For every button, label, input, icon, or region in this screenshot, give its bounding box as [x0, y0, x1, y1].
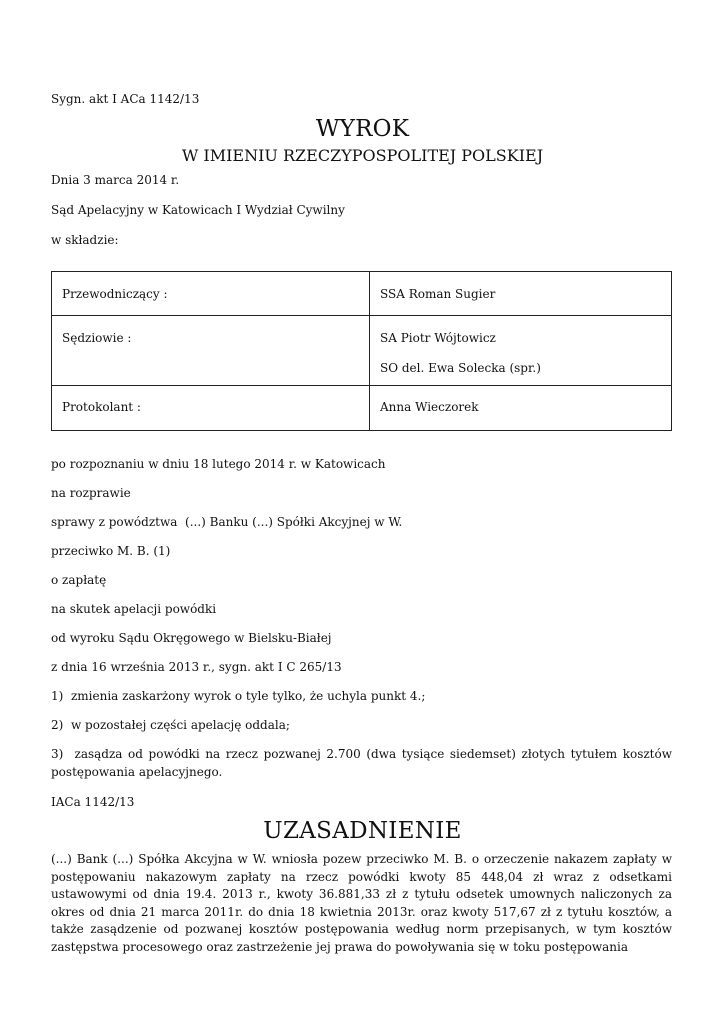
composition-label: w składzie:: [51, 233, 119, 247]
proceedings-line-1: po rozpoznaniu w dniu 18 lutego 2014 r. w Katowicach: [51, 457, 386, 471]
ruling-point-2: 2) w pozostałej części apelację oddala;: [51, 718, 290, 732]
proceedings-line-8: z dnia 16 września 2013 r., sygn. akt I C 265/13: [51, 660, 342, 674]
chair-value: SSA Roman Sugier: [370, 272, 672, 316]
ruling-point-3: 3) zasądza od powódki na rzecz pozwanej 2.700 (dwa tysiące siedemset) złotych tytułem kosztów postępowania apelacyjnego.: [51, 747, 676, 779]
proceedings-line-5: o zapłatę: [51, 573, 107, 587]
chair-label: Przewodniczący :: [52, 272, 370, 316]
court-name: Sąd Apelacyjny w Katowicach I Wydział Cywilny: [51, 203, 345, 217]
case-signature: Sygn. akt I ACa 1142/13: [51, 92, 200, 106]
judge-2: SO del. Ewa Solecka (spr.): [380, 361, 541, 375]
panel-row-clerk: [52, 386, 672, 431]
document-title: WYROK: [315, 116, 410, 142]
proceedings-line-4: przeciwko M. B. (1): [51, 544, 171, 558]
document-subtitle: W IMIENIU RZECZYPOSPOLITEJ POLSKIEJ: [181, 146, 544, 165]
ruling-point-1: 1) zmienia zaskarżony wyrok o tyle tylko, że uchyla punkt 4.;: [51, 689, 426, 703]
justification-text: (...) Bank (...) Spółka Akcyjna w W. wniosła pozew przeciwko M. B. o orzeczenie nakazem zapłaty w postępowaniu nakazowym zapłaty na rzecz powódki kwoty 85 448,04 zł wraz z odsetkami ustawowymi od dnia 19.4. 2013 r., kwoty 36.881,33 zł z tytułu odsetek umownych naliczonych za okres od dnia 21 marca 2011r. do dnia 18 kwietnia 2013r. oraz kwoty 517,67 zł z tytułu kosztów, a także zasądzenie od pozwanej kosztów postępowania według norm przepisanych, w tym kosztów zastępstwa procesowego oraz zastrzeżenie jej prawa do powoływania się w toku postępowania: [51, 852, 672, 954]
court-panel-table: [51, 271, 672, 431]
judges-label: Sędziowie :: [52, 316, 370, 386]
judge-1: SA Piotr Wójtowicz: [380, 331, 496, 345]
clerk-value: Anna Wieczorek: [370, 386, 672, 431]
proceedings-line-7: od wyroku Sądu Okręgowego w Bielsku-Białej: [51, 631, 332, 645]
judgment-date: Dnia 3 marca 2014 r.: [51, 173, 180, 187]
proceedings-line-3: sprawy z powództwa (...) Banku (...) Spółki Akcyjnej w W.: [51, 515, 403, 529]
judges-value: [370, 316, 672, 386]
clerk-label: Protokolant :: [52, 386, 370, 431]
case-reference: IACa 1142/13: [51, 795, 135, 809]
justification-title: UZASADNIENIE: [263, 818, 462, 844]
panel-row-chair: [52, 272, 672, 316]
proceedings-line-6: na skutek apelacji powódki: [51, 602, 217, 616]
proceedings-line-2: na rozprawie: [51, 486, 131, 500]
panel-row-judges: [52, 316, 672, 386]
